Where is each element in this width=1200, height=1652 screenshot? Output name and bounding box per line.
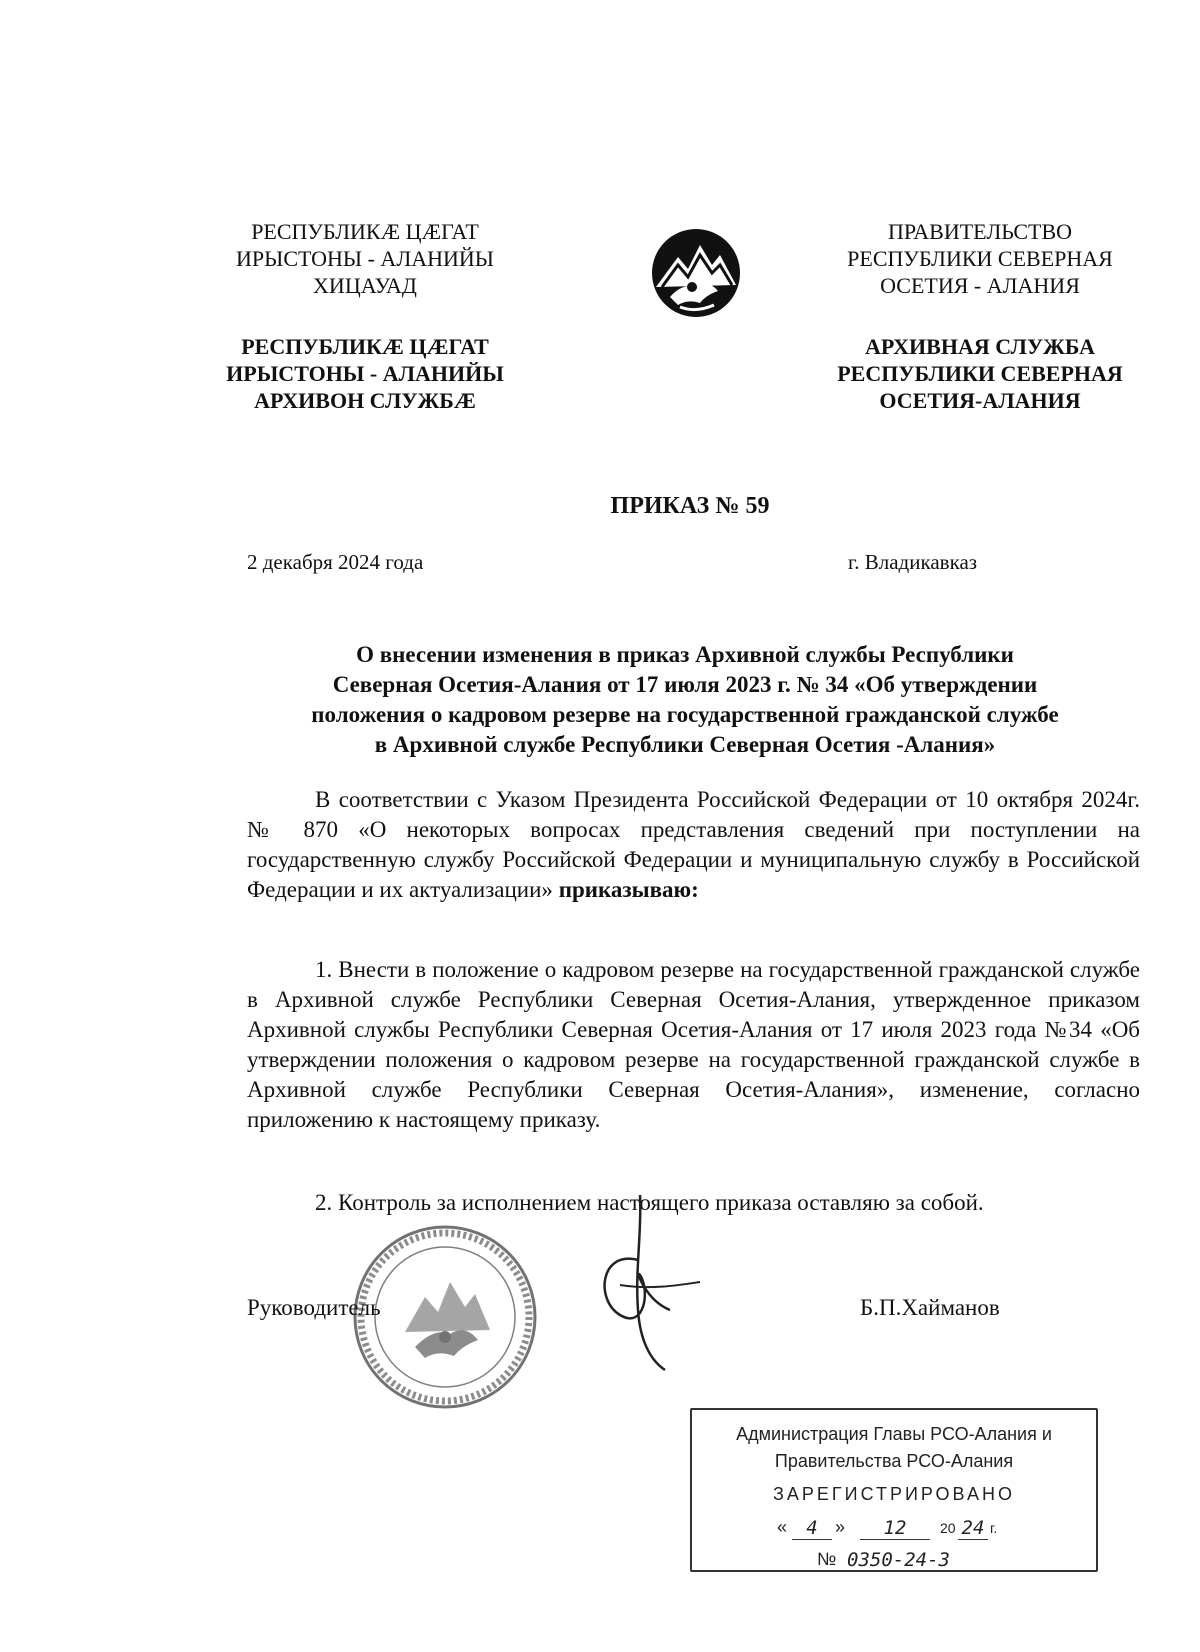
subject-line: положения о кадровом резерве на государственной гражданской службе <box>311 702 1059 727</box>
subject-line: Северная Осетия-Алания от 17 июля 2023 г. № 34 «Об утверждении <box>332 672 1038 697</box>
header-line: ОСЕТИЯ - АЛАНИЯ <box>880 273 1080 298</box>
order-title: ПРИКАЗ № 59 <box>610 493 770 519</box>
registration-year-suffix: 24 <box>958 1517 988 1540</box>
header-line: АРХИВОН СЛУЖБӔ <box>254 388 476 413</box>
header-line: ОСЕТИЯ-АЛАНИЯ <box>879 388 1081 413</box>
order-item-2: 2. Контроль за исполнением настоящего приказа оставляю за собой. <box>315 1190 984 1215</box>
header-line: ПРАВИТЕЛЬСТВО <box>887 219 1073 244</box>
registration-status: ЗАРЕГИСТРИРОВАНО <box>773 1484 1015 1504</box>
handwritten-signature-icon <box>590 1190 710 1380</box>
registration-date: « 4 » 12 20 24 г. <box>777 1517 998 1539</box>
header-line: ХИЦАУАД <box>313 273 417 298</box>
header-left-archive <box>205 333 525 414</box>
header-line: РЕСПУБЛИКИ СЕВЕРНАЯ <box>847 246 1113 271</box>
header-line: РЕСПУБЛИКӔ ЦӔГАТ <box>251 219 479 244</box>
header-right-government <box>830 218 1130 299</box>
subject-line: О внесении изменения в приказ Архивной службы Республики <box>356 642 1014 667</box>
directive-text: приказываю: <box>558 877 699 902</box>
registration-line-2: Правительства РСО-Алания <box>774 1451 1014 1471</box>
header-left-government <box>215 218 515 299</box>
registration-year-prefix: 20 <box>940 1520 956 1536</box>
header-line: ИРЫСТОНЫ - АЛАНИЙЫ <box>236 246 494 271</box>
order-city: г. Владикавказ <box>848 550 978 574</box>
order-subject <box>230 640 1140 760</box>
header-line: РЕСПУБЛИКӔ ЦӔГАТ <box>241 334 489 359</box>
registration-stamp <box>690 1408 1098 1572</box>
order-item-1: 1. Внести в положение о кадровом резерве на государственной гражданской службе в Архивной службе Республики Северная Осетия-Алания, утвержденное приказом Архивной службы Республики Северная Осетия-Алания от 17 июля 2023 года №34 «Об утверждении положения о кадровом резерве на государственной гражданской службе в Архивной службе Республики Северная Осетия-Алания», изменение, согласно приложению к настоящему приказу. <box>247 957 1140 1132</box>
order-preamble <box>247 785 1140 905</box>
signatory-name: Б.П.Хайманов <box>860 1295 1000 1320</box>
coat-of-arms-emblem-icon <box>648 225 744 321</box>
header-right-archive <box>820 333 1140 414</box>
registration-month: 12 <box>860 1517 930 1540</box>
header-line: ИРЫСТОНЫ - АЛАНИЙЫ <box>226 361 504 386</box>
order-date: 2 декабря 2024 года <box>247 550 424 574</box>
header-line: РЕСПУБЛИКИ СЕВЕРНАЯ <box>837 361 1123 386</box>
registration-day: 4 <box>792 1517 832 1540</box>
preamble-text: В соответствии с Указом Президента Российской Федерации от 10 октября 2024г. № 870 «О некоторых вопросах представления сведений при поступлении на государственную службу Российской Федерации и муниципальную службу в Российской Федерации и их актуализации» <box>247 787 1140 902</box>
registration-number-row <box>692 1549 1096 1573</box>
registration-line-1: Администрация Главы РСО-Алания и <box>736 1424 1052 1444</box>
signature-position: Руководитель <box>247 1295 381 1320</box>
registration-year-end: г. <box>990 1520 998 1536</box>
subject-line: в Архивной службе Республики Северная Осетия -Алания» <box>374 732 996 757</box>
registration-number: 0350-24-3 <box>847 1549 977 1572</box>
registration-number-label: № <box>817 1549 837 1569</box>
header-line: АРХИВНАЯ СЛУЖБА <box>865 334 1095 359</box>
